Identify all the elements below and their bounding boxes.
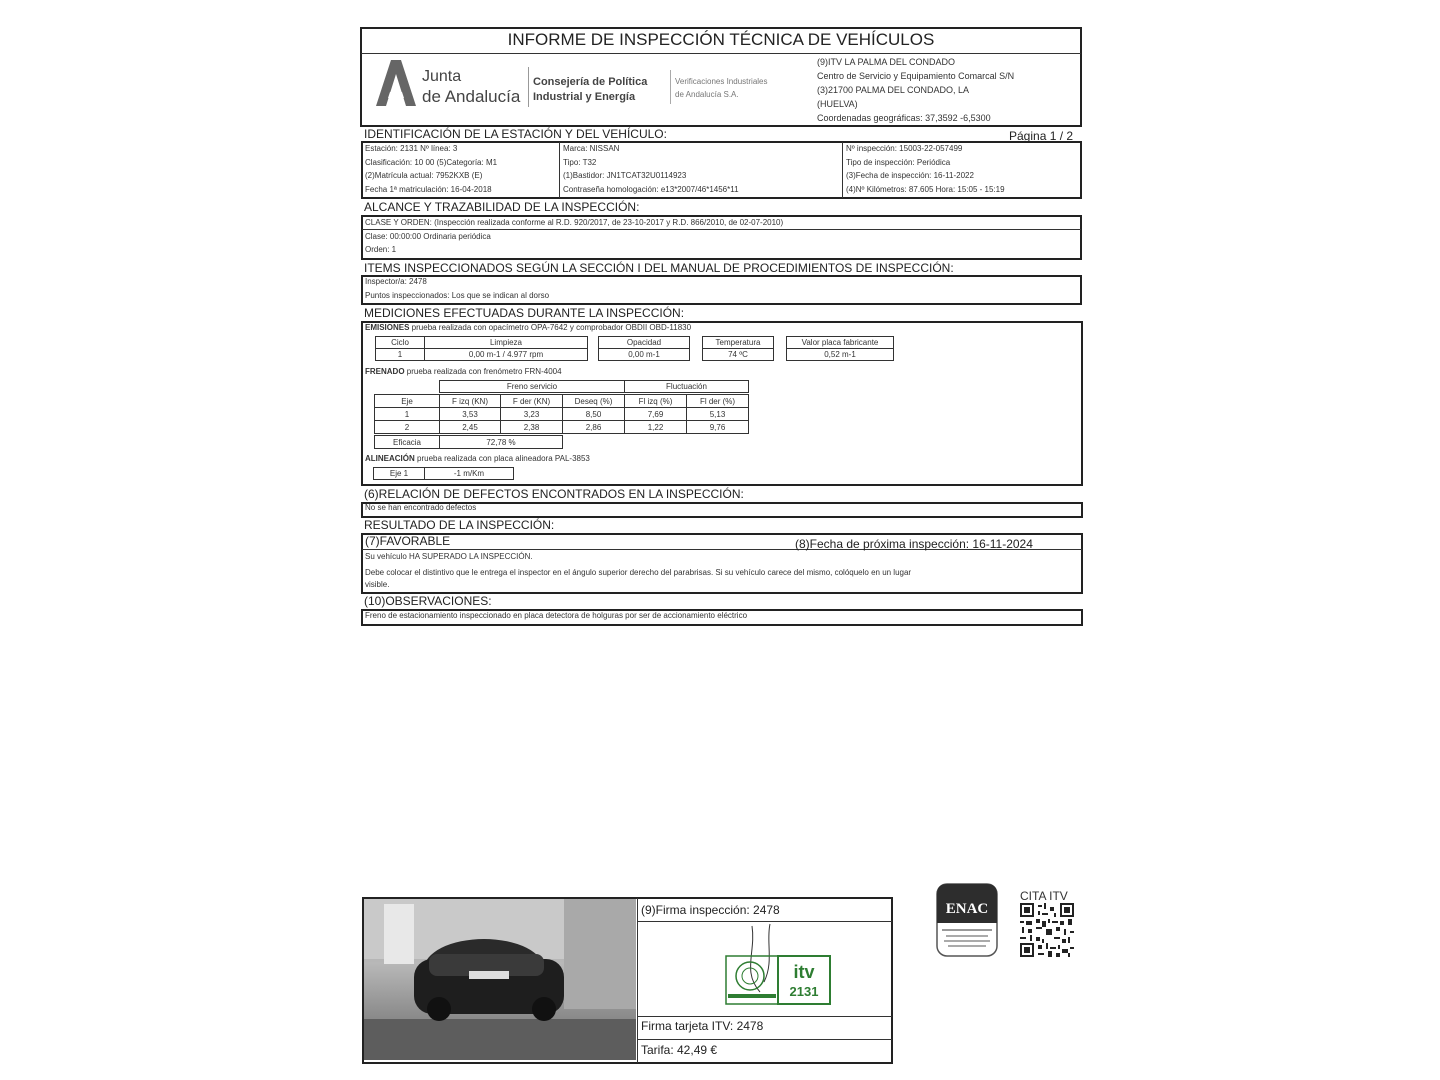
ident-c1-l4: Fecha 1ª matriculación: 16-04-2018 xyxy=(365,185,492,194)
vehicle-photo xyxy=(364,899,636,1060)
defectos-heading: (6)RELACIÓN DE DEFECTOS ENCONTRADOS EN LA INSPECCIÓN: xyxy=(364,487,744,501)
station-line-5: Coordenadas geográficas: 37,3592 -6,5300 xyxy=(817,113,991,123)
emis-value-ciclo: 1 xyxy=(375,348,425,361)
junta-andalucia-logo-icon xyxy=(374,58,418,108)
freno-r2-flizq: 1,22 xyxy=(624,420,687,434)
items-inspector: Inspector/a: 2478 xyxy=(365,277,427,286)
vehicle-photo-car-icon xyxy=(364,899,636,1060)
freno-servicio-header: Freno servicio xyxy=(439,380,625,393)
ident-c1-l3: (2)Matrícula actual: 7952KXB (E) xyxy=(365,171,483,180)
freno-r2-eje: 2 xyxy=(374,420,440,434)
ident-col-divider-1 xyxy=(559,142,560,198)
ident-c1-l1: Estación: 2131 Nº línea: 3 xyxy=(365,144,458,153)
items-box xyxy=(361,275,1082,305)
consejeria-line-1: Consejería de Política xyxy=(533,76,648,88)
alcance-heading: ALCANCE Y TRAZABILIDAD DE LA INSPECCIÓN: xyxy=(364,200,640,214)
frenado-label: FRENADO xyxy=(365,367,405,376)
freno-r2-flder: 9,76 xyxy=(686,420,749,434)
freno-header-flder: Fl der (%) xyxy=(686,394,749,408)
enac-label: ENAC xyxy=(945,901,989,917)
cita-itv-qr-icon[interactable] xyxy=(1020,903,1074,957)
logo-divider xyxy=(528,67,529,107)
logo-line-2: de Andalucía xyxy=(422,87,521,106)
emis-header-valor-placa: Valor placa fabricante xyxy=(786,336,894,349)
freno-r1-flder: 5,13 xyxy=(686,407,749,421)
ident-c3-l3: (3)Fecha de inspección: 16-11-2022 xyxy=(846,171,974,180)
freno-r1-flizq: 7,69 xyxy=(624,407,687,421)
ident-c2-l3: (1)Bastidor: JN1TCAT32U0114923 xyxy=(563,171,687,180)
freno-r2-deseq: 2,86 xyxy=(562,420,625,434)
ident-c2-l1: Marca: NISSAN xyxy=(563,144,620,153)
station-line-2: Centro de Servicio y Equipamiento Comarcal S/N xyxy=(817,71,1015,81)
freno-r1-fizq: 3,53 xyxy=(439,407,501,421)
emis-value-opacidad: 0,00 m-1 xyxy=(598,348,690,361)
frenado-line xyxy=(365,367,562,376)
alineacion-eje1-label: Eje 1 xyxy=(373,467,425,480)
itv-stamp-number: 2131 xyxy=(789,984,819,999)
defectos-text: No se han encontrado defectos xyxy=(365,503,477,512)
alineacion-line xyxy=(365,454,590,463)
resultado-favorable: (7)FAVORABLE xyxy=(365,534,451,548)
verif-line-2: de Andalucía S.A. xyxy=(675,90,739,99)
logo-line-1: Junta xyxy=(422,68,462,85)
resultado-line-3: visible. xyxy=(365,580,390,589)
cita-itv-label: CITA ITV xyxy=(1020,889,1068,903)
firma-tarifa: Tarifa: 42,49 € xyxy=(641,1043,718,1057)
station-line-3: (3)21700 PALMA DEL CONDADO, LA xyxy=(817,85,970,95)
observaciones-text: Freno de estacionamiento inspeccionado en placa detectora de holguras por ser de accionamiento eléctrico xyxy=(365,611,748,620)
resultado-line-2: Debe colocar el distintivo que le entrega el inspector en el ángulo superior derecho del parabrisas. Si su vehículo carece del mismo, colóquelo en un lugar xyxy=(365,568,912,577)
freno-r2-fizq: 2,45 xyxy=(439,420,501,434)
ident-c3-l4: (4)Nº Kilómetros: 87.605 Hora: 15:05 - 15:19 xyxy=(846,185,1005,194)
ident-c3-l1: Nº inspección: 15003-22-057499 xyxy=(846,144,963,153)
eficacia-label: Eficacia xyxy=(374,435,440,449)
freno-header-flizq: Fl izq (%) xyxy=(624,394,687,408)
resultado-heading: RESULTADO DE LA INSPECCIÓN: xyxy=(364,518,555,532)
ident-c2-l4: Contraseña homologación: e13*2007/46*1456*11 xyxy=(563,185,739,194)
fluctuacion-header: Fluctuación xyxy=(624,380,749,393)
firma-tarjeta: Firma tarjeta ITV: 2478 xyxy=(641,1019,764,1033)
emis-value-temperatura: 74 ºC xyxy=(702,348,774,361)
title-divider xyxy=(361,53,1081,54)
ident-c3-l2: Tipo de inspección: Periódica xyxy=(846,158,951,167)
itv-stamp-text: itv xyxy=(793,962,815,982)
firma-inspeccion: (9)Firma inspección: 2478 xyxy=(641,903,780,917)
resultado-proxima: (8)Fecha de próxima inspección: 16-11-2024 xyxy=(795,537,1033,551)
ident-c1-l2: Clasificación: 10 00 (5)Categoría: M1 xyxy=(365,158,498,167)
alcance-clase-orden: CLASE Y ORDEN: (Inspección realizada conforme al R.D. 920/2017, de 23-10-2017 y R.D. 866/2010, de 02-07-2010) xyxy=(365,218,784,227)
ident-heading: IDENTIFICACIÓN DE LA ESTACIÓN Y DEL VEHÍCULO: xyxy=(364,127,667,141)
emis-header-ciclo: Ciclo xyxy=(375,336,425,349)
frenado-text: prueba realizada con frenómetro FRN-4004 xyxy=(404,367,562,376)
items-heading: ITEMS INSPECCIONADOS SEGÚN LA SECCIÓN I DEL MANUAL DE PROCEDIMIENTOS DE INSPECCIÓN: xyxy=(364,261,954,275)
firma-divider-3 xyxy=(638,1039,892,1040)
freno-r1-fder: 3,23 xyxy=(500,407,563,421)
emis-value-limpieza: 0,00 m-1 / 4.977 rpm xyxy=(424,348,588,361)
firma-divider-2 xyxy=(638,1016,892,1017)
resultado-line-1: Su vehículo HA SUPERADO LA INSPECCIÓN. xyxy=(365,552,533,561)
emisiones-line xyxy=(365,323,691,332)
alcance-orden: Orden: 1 xyxy=(365,245,397,254)
emis-header-limpieza: Limpieza xyxy=(424,336,588,349)
emis-header-temperatura: Temperatura xyxy=(702,336,774,349)
alineacion-eje1-value: -1 m/Km xyxy=(424,467,514,480)
alineacion-label: ALINEACIÓN xyxy=(365,454,415,463)
verif-line-1: Verificaciones Industriales xyxy=(675,77,768,86)
station-line-1: (9)ITV LA PALMA DEL CONDADO xyxy=(817,57,956,67)
ident-c2-l2: Tipo: T32 xyxy=(563,158,597,167)
emisiones-text: prueba realizada con opacímetro OPA-7642 y comprobador OBDII OBD-11830 xyxy=(409,323,692,332)
station-line-4: (HUELVA) xyxy=(817,99,858,109)
freno-header-fder: F der (KN) xyxy=(500,394,563,408)
consejeria-line-2: Industrial y Energía xyxy=(533,91,636,103)
ident-col-divider-2 xyxy=(842,142,843,198)
emisiones-label: EMISIONES xyxy=(365,323,410,332)
freno-r1-eje: 1 xyxy=(374,407,440,421)
emis-header-opacidad: Opacidad xyxy=(598,336,690,349)
page-number: Página 1 / 2 xyxy=(1009,129,1074,143)
freno-header-deseq: Deseq (%) xyxy=(562,394,625,408)
freno-r1-deseq: 8,50 xyxy=(562,407,625,421)
enac-logo xyxy=(936,883,998,957)
itv-stamp-icon xyxy=(722,922,834,1008)
consejeria-divider xyxy=(670,70,671,104)
observaciones-heading: (10)OBSERVACIONES: xyxy=(364,594,492,608)
freno-r2-fder: 2,38 xyxy=(500,420,563,434)
document-title: INFORME DE INSPECCIÓN TÉCNICA DE VEHÍCULOS xyxy=(507,30,935,49)
alcance-clase: Clase: 00:00:00 Ordinaria periódica xyxy=(365,232,491,241)
items-puntos: Puntos inspeccionados: Los que se indican al dorso xyxy=(365,291,550,300)
enac-logo-icon xyxy=(936,883,998,957)
alineacion-text: prueba realizada con placa alineadora PAL-3853 xyxy=(414,454,590,463)
eficacia-value: 72,78 % xyxy=(439,435,563,449)
freno-header-fizq: F izq (KN) xyxy=(439,394,501,408)
mediciones-heading: MEDICIONES EFECTUADAS DURANTE LA INSPECCIÓN: xyxy=(364,306,685,320)
freno-header-eje: Eje xyxy=(374,394,440,408)
emis-value-valor-placa: 0,52 m-1 xyxy=(786,348,894,361)
alcance-divider xyxy=(362,229,1081,230)
